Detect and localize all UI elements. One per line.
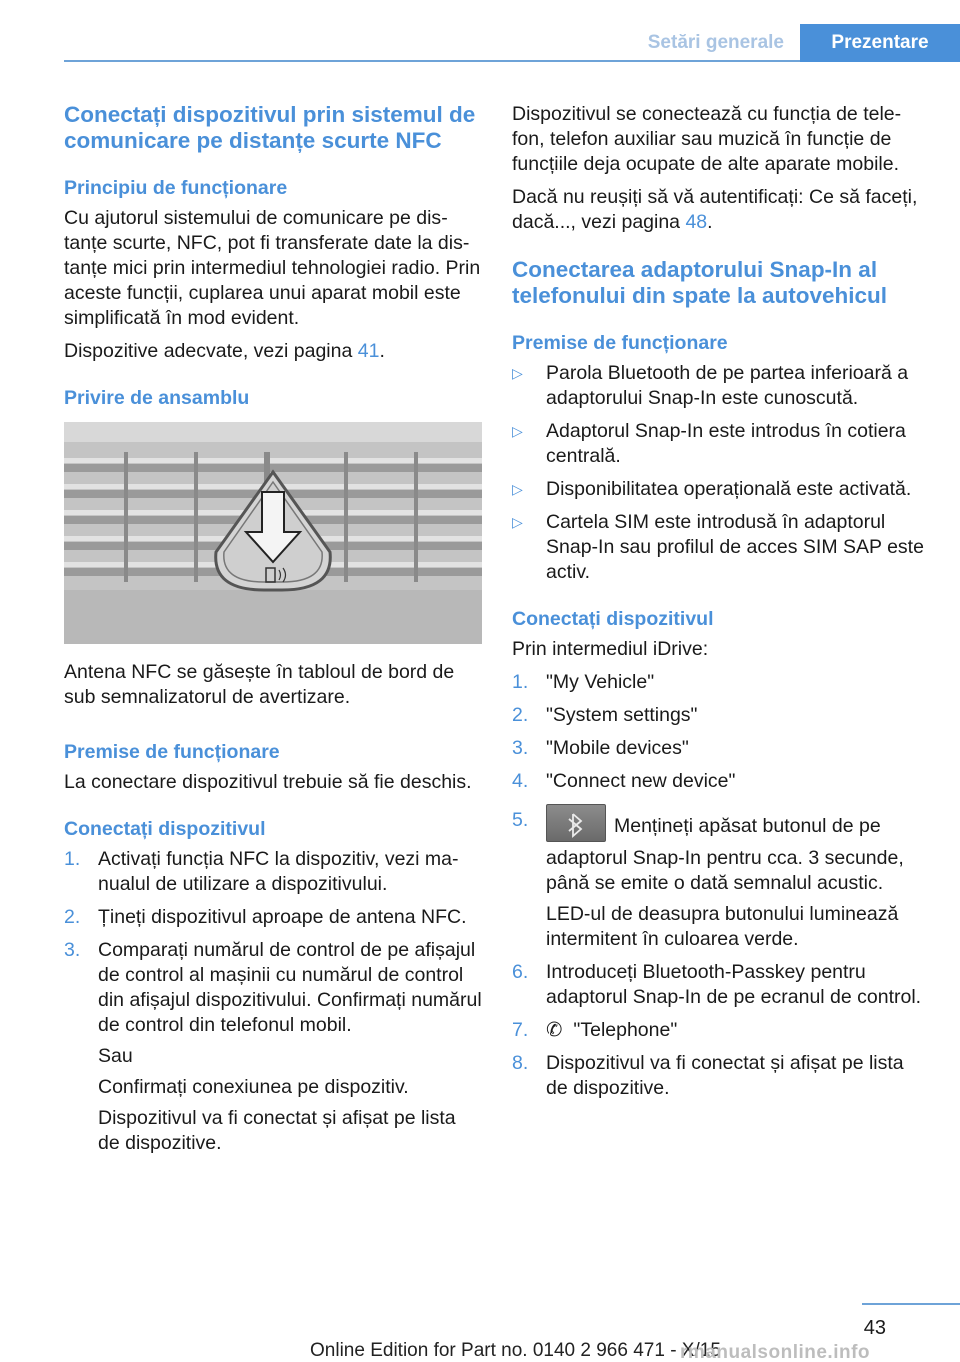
list-item: 1. Activați funcția NFC la dispozitiv, vezi manualul de utilizare a dispozitivului. [64,848,459,895]
list-item: 2. "System settings" [512,704,698,726]
left-column [64,102,482,1164]
snapin-steps-list [512,670,924,1101]
header-bar [64,24,960,62]
list-item: 7. ✆ "Telephone" [512,1019,678,1041]
nfc-antenna-image [64,422,482,644]
intro-text-2: Dacă nu reușiți să vă autentificați: Ce să faceți, dacă..., vezi pagina 48. [512,186,918,233]
right-column [512,102,924,1109]
page-number: 43 [863,1317,886,1339]
footer-divider [862,1303,960,1305]
phone-icon: ✆ [546,1019,563,1041]
tab-section[interactable]: Setări generale [647,32,784,53]
list-item: 3. "Mobile devices" [512,737,689,759]
nfc-steps-list [64,847,482,1156]
page-link-41[interactable]: 41 [357,340,380,362]
list-item: 2. Țineți dispozitivul aproape de antena NFC. [64,906,467,928]
principle-text: Cu ajutorul sistemului de comunicare pe distanțe scurte, NFC, pot fi transferate date la distanțe mici prin intermediul tehnologiei radio. Prin aceste funcții, cuplarea unui aparat mobil este simplificată în mod evident. [64,207,481,329]
bluetooth-button-icon [546,804,606,842]
list-item: 5. Mențineți apăsat butonul de pe adaptorul Snap-In pentru cca. 3 secunde, până se emite o dată semnalul acustic. LED-ul de deasupra butonului luminează intermitent în culoarea verde. [512,808,924,952]
triangle-bullet-icon: ▷ [512,365,523,381]
list-item: 1. "My Vehicle" [512,671,655,693]
list-item: ▷ Cartela SIM este introdusă în adaptorul Snap-In sau profilul de acces SIM SAP este activ. [512,511,924,583]
list-item: ▷ Adaptorul Snap-In este introdus în cotiera centrală. [512,420,906,467]
list-item: ▷ Disponibilitatea operațională este activată. [512,478,912,500]
connect-heading-left: Conectați dispozitivul [64,818,266,840]
triangle-bullet-icon: ▷ [512,514,523,530]
list-item: ▷ Parola Bluetooth de pe partea inferioară a adaptorului Snap-In este cunoscută. [512,362,909,409]
tab-chapter[interactable]: Prezentare [800,24,960,62]
connect-heading-right: Conectați dispozitivul [512,608,714,630]
prereq-heading-right: Premise de funcționare [512,332,728,354]
prereq-text-left: La conectare dispozitivul trebuie să fie deschis. [64,771,472,793]
antenna-text: Antena NFC se găsește în tabloul de bord de sub semnalizatorul de avertizare. [64,661,455,708]
nfc-title: Conectați dispozitivul prin sistemul de comunicare pe distanțe scurte NFC [64,102,476,153]
overview-heading: Privire de ansamblu [64,387,250,409]
edition-text: Online Edition for Part no. 0140 2 966 471 - X/15 [310,1340,721,1361]
prereq-list [512,361,924,585]
list-item: 4. "Connect new device" [512,770,736,792]
triangle-bullet-icon: ▷ [512,423,523,439]
snapin-title: Conectarea adaptorului Snap-In al telefonului din spate la autovehicul [512,257,888,308]
prereq-heading-left: Premise de funcționare [64,741,280,763]
triangle-bullet-icon: ▷ [512,481,523,497]
list-item: 3. Comparați numărul de control de pe afișajul de control al mașinii cu numărul de control din afișajul dispozitivului. Confirmați numărul de control din telefonul mobil. Sau Confirmați conexiunea pe dispozitiv. Dispozitivul va fi conectat și afișat pe lista de dispozitive. [64,939,482,1154]
devices-text: Dispozitive adecvate, vezi pagina 41. [64,340,385,362]
list-item: 6. Introduceți Bluetooth-Passkey pentru adaptorul Snap-In de pe ecranul de control. [512,961,922,1008]
via-idrive: Prin intermediul iDrive: [512,638,709,660]
list-item: 8. Dispozitivul va fi conectat și afișat pe lista de dispozitive. [512,1052,904,1099]
watermark: rmanualsonline.info [680,1342,871,1362]
page-link-48[interactable]: 48 [685,211,708,233]
intro-text-1: Dispozitivul se conectează cu funcția de telefon, telefon auxiliar sau muzică în funcție de funcțiile deja ocupate de alte aparate mobile. [512,103,902,175]
principle-heading: Principiu de funcționare [64,177,288,199]
